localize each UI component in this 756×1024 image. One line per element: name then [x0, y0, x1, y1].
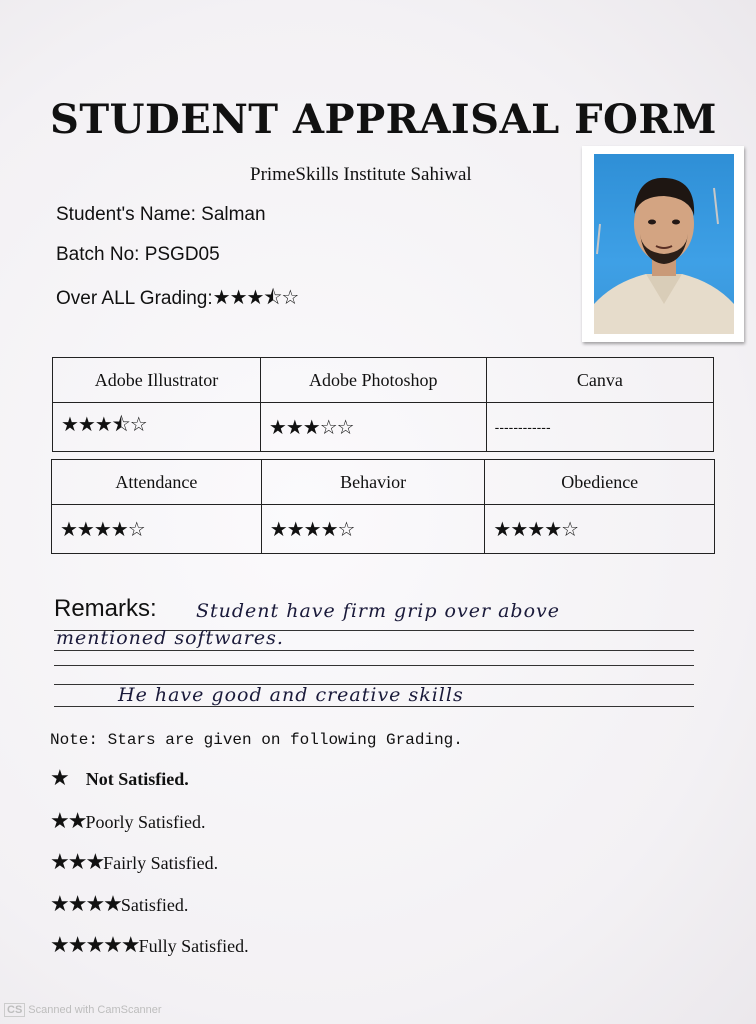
form-title: STUDENT APPRAISAL FORM — [50, 96, 717, 143]
skills-value-photoshop: ★★★☆☆ — [260, 403, 486, 452]
legend-item-1-star — [50, 766, 189, 791]
conduct-header-attendance: Attendance — [52, 460, 262, 505]
scanner-watermark-text: Scanned with CamScanner — [28, 1004, 162, 1016]
remarks-label: Remarks: — [54, 595, 157, 622]
overall-grading-stars: ★★★⯪☆ — [212, 285, 299, 309]
table-row — [53, 403, 714, 452]
conduct-table — [51, 459, 715, 554]
student-name: Student's Name: Salman — [56, 204, 266, 225]
remarks-rule — [54, 650, 694, 651]
legend-item-5-star — [50, 933, 249, 958]
remarks-line-2: mentioned softwares. — [56, 627, 284, 649]
legend-stars: ★★ — [50, 809, 86, 834]
table-row — [52, 505, 715, 554]
legend-stars: ★★★★ — [50, 892, 121, 917]
conduct-value-obedience: ★★★★☆ — [485, 505, 715, 554]
legend-stars: ★★★ — [50, 850, 104, 875]
legend-item-4-star — [50, 892, 188, 917]
table-row — [53, 358, 714, 403]
legend-stars: ★★★★★ — [50, 933, 139, 958]
remarks-rule — [54, 665, 694, 666]
overall-grading — [56, 283, 298, 317]
conduct-value-behavior: ★★★★☆ — [261, 505, 485, 554]
skills-value-illustrator: ★★★⯪☆ — [53, 403, 261, 452]
remarks-line-3: He have good and creative skills — [118, 684, 464, 706]
skills-table — [52, 357, 714, 452]
legend-label: Fully Satisfied. — [138, 936, 249, 956]
remarks-line-1: Student have firm grip over above — [196, 600, 561, 622]
overall-grading-label: Over ALL Grading: — [56, 288, 213, 309]
skills-header-illustrator: Adobe Illustrator — [53, 358, 261, 403]
institute-name: PrimeSkills Institute Sahiwal — [250, 164, 472, 185]
student-photo — [582, 146, 744, 342]
legend-item-2-star — [50, 809, 205, 834]
conduct-header-obedience: Obedience — [485, 460, 715, 505]
legend-label: Satisfied. — [120, 895, 189, 915]
legend-label: Fairly Satisfied. — [103, 853, 219, 873]
batch-number: Batch No: PSGD05 — [56, 244, 220, 265]
legend-label: Not Satisfied. — [85, 769, 189, 789]
conduct-header-behavior: Behavior — [261, 460, 485, 505]
skills-header-canva: Canva — [486, 358, 713, 403]
skills-value-canva: ------------ — [486, 403, 713, 452]
table-row — [52, 460, 715, 505]
student-photo-image — [594, 154, 734, 334]
legend-stars: ★ — [50, 766, 68, 791]
scanner-watermark — [4, 1003, 162, 1017]
conduct-value-attendance: ★★★★☆ — [52, 505, 262, 554]
legend-label: Poorly Satisfied. — [85, 812, 206, 832]
camscanner-logo-icon: CS — [4, 1003, 25, 1017]
legend-item-3-star — [50, 850, 218, 875]
skills-header-photoshop: Adobe Photoshop — [260, 358, 486, 403]
student-portrait-icon — [594, 154, 734, 334]
grading-note: Note: Stars are given on following Grading. — [50, 731, 463, 749]
remarks-rule — [54, 706, 694, 707]
